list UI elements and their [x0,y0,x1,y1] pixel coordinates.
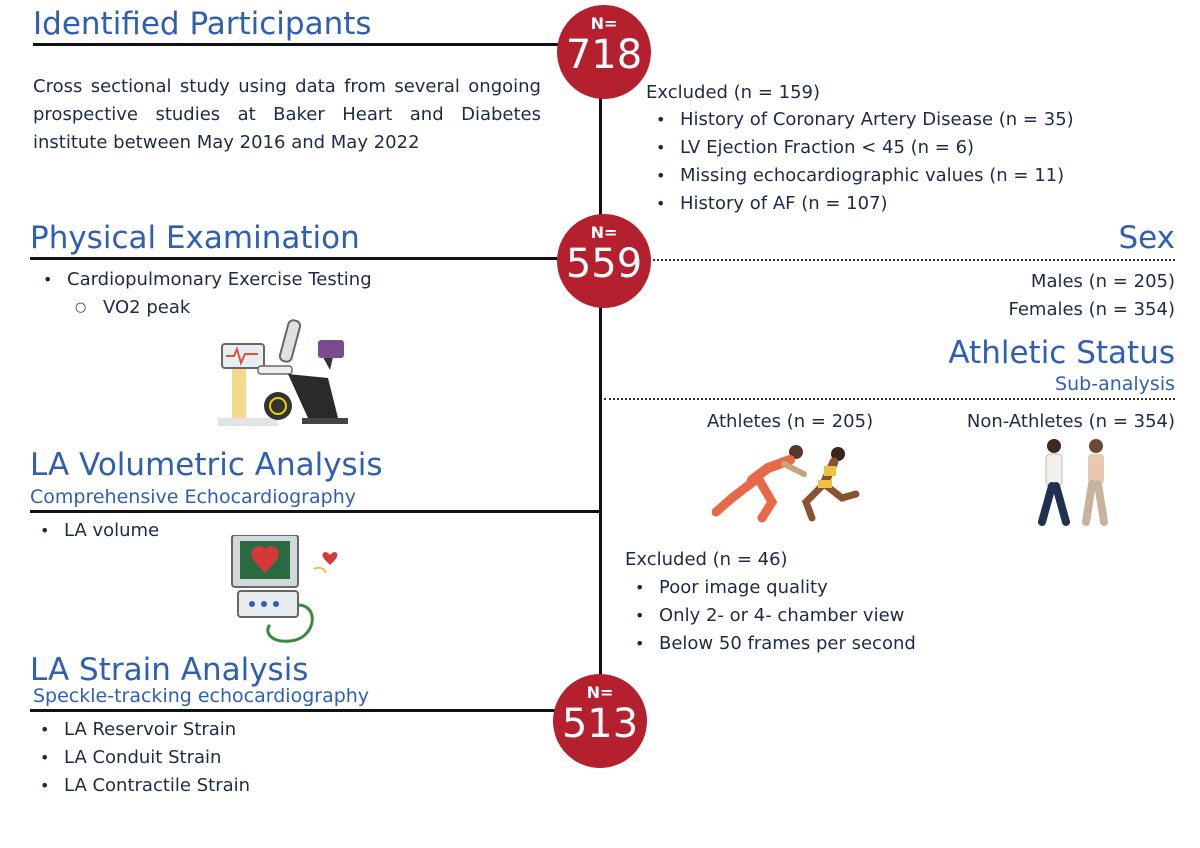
echocardiography-machine-icon [230,535,350,647]
sex-females: Females (n = 354) [1008,299,1175,320]
athletes-count: Athletes (n = 205) [707,411,874,432]
strain-title: LA Strain Analysis [30,652,309,688]
list-item: • Below 50 frames per second [625,630,916,658]
athletes-running-icon [712,442,872,524]
identified-title: Identified Participants [33,6,372,42]
physical-list [33,266,372,294]
list-item: • LA Contractile Strain [30,772,250,800]
list-item: • History of Coronary Artery Disease (n = 35) [646,106,1074,134]
physical-title: Physical Examination [30,220,360,256]
list-item: • Poor image quality [625,574,916,602]
identified-underline [33,43,603,46]
n-value: 513 [561,701,639,747]
athletic-divider [604,398,1175,400]
exclusion1-list [646,106,1074,218]
list-item: • Cardiopulmonary Exercise Testing [33,266,372,294]
exclusion2-title: Excluded (n = 46) [625,549,788,570]
exercise-bike-icon [218,318,358,428]
n-label: N= [590,14,618,33]
volumetric-title: LA Volumetric Analysis [30,447,383,483]
volumetric-subtitle: Comprehensive Echocardiography [30,486,356,508]
n-circle-718 [557,5,651,99]
list-item: • History of AF (n = 107) [646,190,1074,218]
physical-underline [30,257,600,260]
n-circle-513 [553,674,647,768]
list-item: • LA Conduit Strain [30,744,250,772]
sex-divider [640,259,1175,261]
list-item: • Missing echocardiographic values (n = 11) [646,162,1074,190]
main-vertical-connector [599,90,602,710]
non-athletes-walking-icon [1026,436,1122,530]
exclusion2-list [625,574,916,658]
list-item: • LA volume [30,517,159,545]
n-label: N= [590,223,618,242]
strain-underline [30,709,605,712]
volumetric-underline [30,510,600,513]
exclusion1-title: Excluded (n = 159) [646,82,820,103]
volumetric-list [30,517,159,545]
n-circle-559 [557,214,651,308]
physical-sublist [33,294,190,322]
n-value: 559 [565,241,643,287]
list-item: • LA Reservoir Strain [30,716,250,744]
list-item: ○ VO2 peak [33,294,190,322]
list-item: • Only 2- or 4- chamber view [625,602,916,630]
strain-subtitle: Speckle-tracking echocardiography [33,685,370,707]
strain-list [30,716,250,800]
athletic-title: Athletic Status [948,335,1175,371]
sex-males: Males (n = 205) [1030,271,1175,292]
non-athletes-count: Non-Athletes (n = 354) [966,411,1175,432]
sex-title: Sex [1118,220,1175,256]
athletic-subtitle: Sub-analysis [1055,373,1175,395]
n-label: N= [586,683,614,702]
n-value: 718 [565,32,643,78]
study-description: Cross sectional study using data from several ongoing prospective studies at Baker Heart and Diabetes institute between May 2016 and May 2022 [33,76,541,153]
list-item: • LV Ejection Fraction < 45 (n = 6) [646,134,1074,162]
